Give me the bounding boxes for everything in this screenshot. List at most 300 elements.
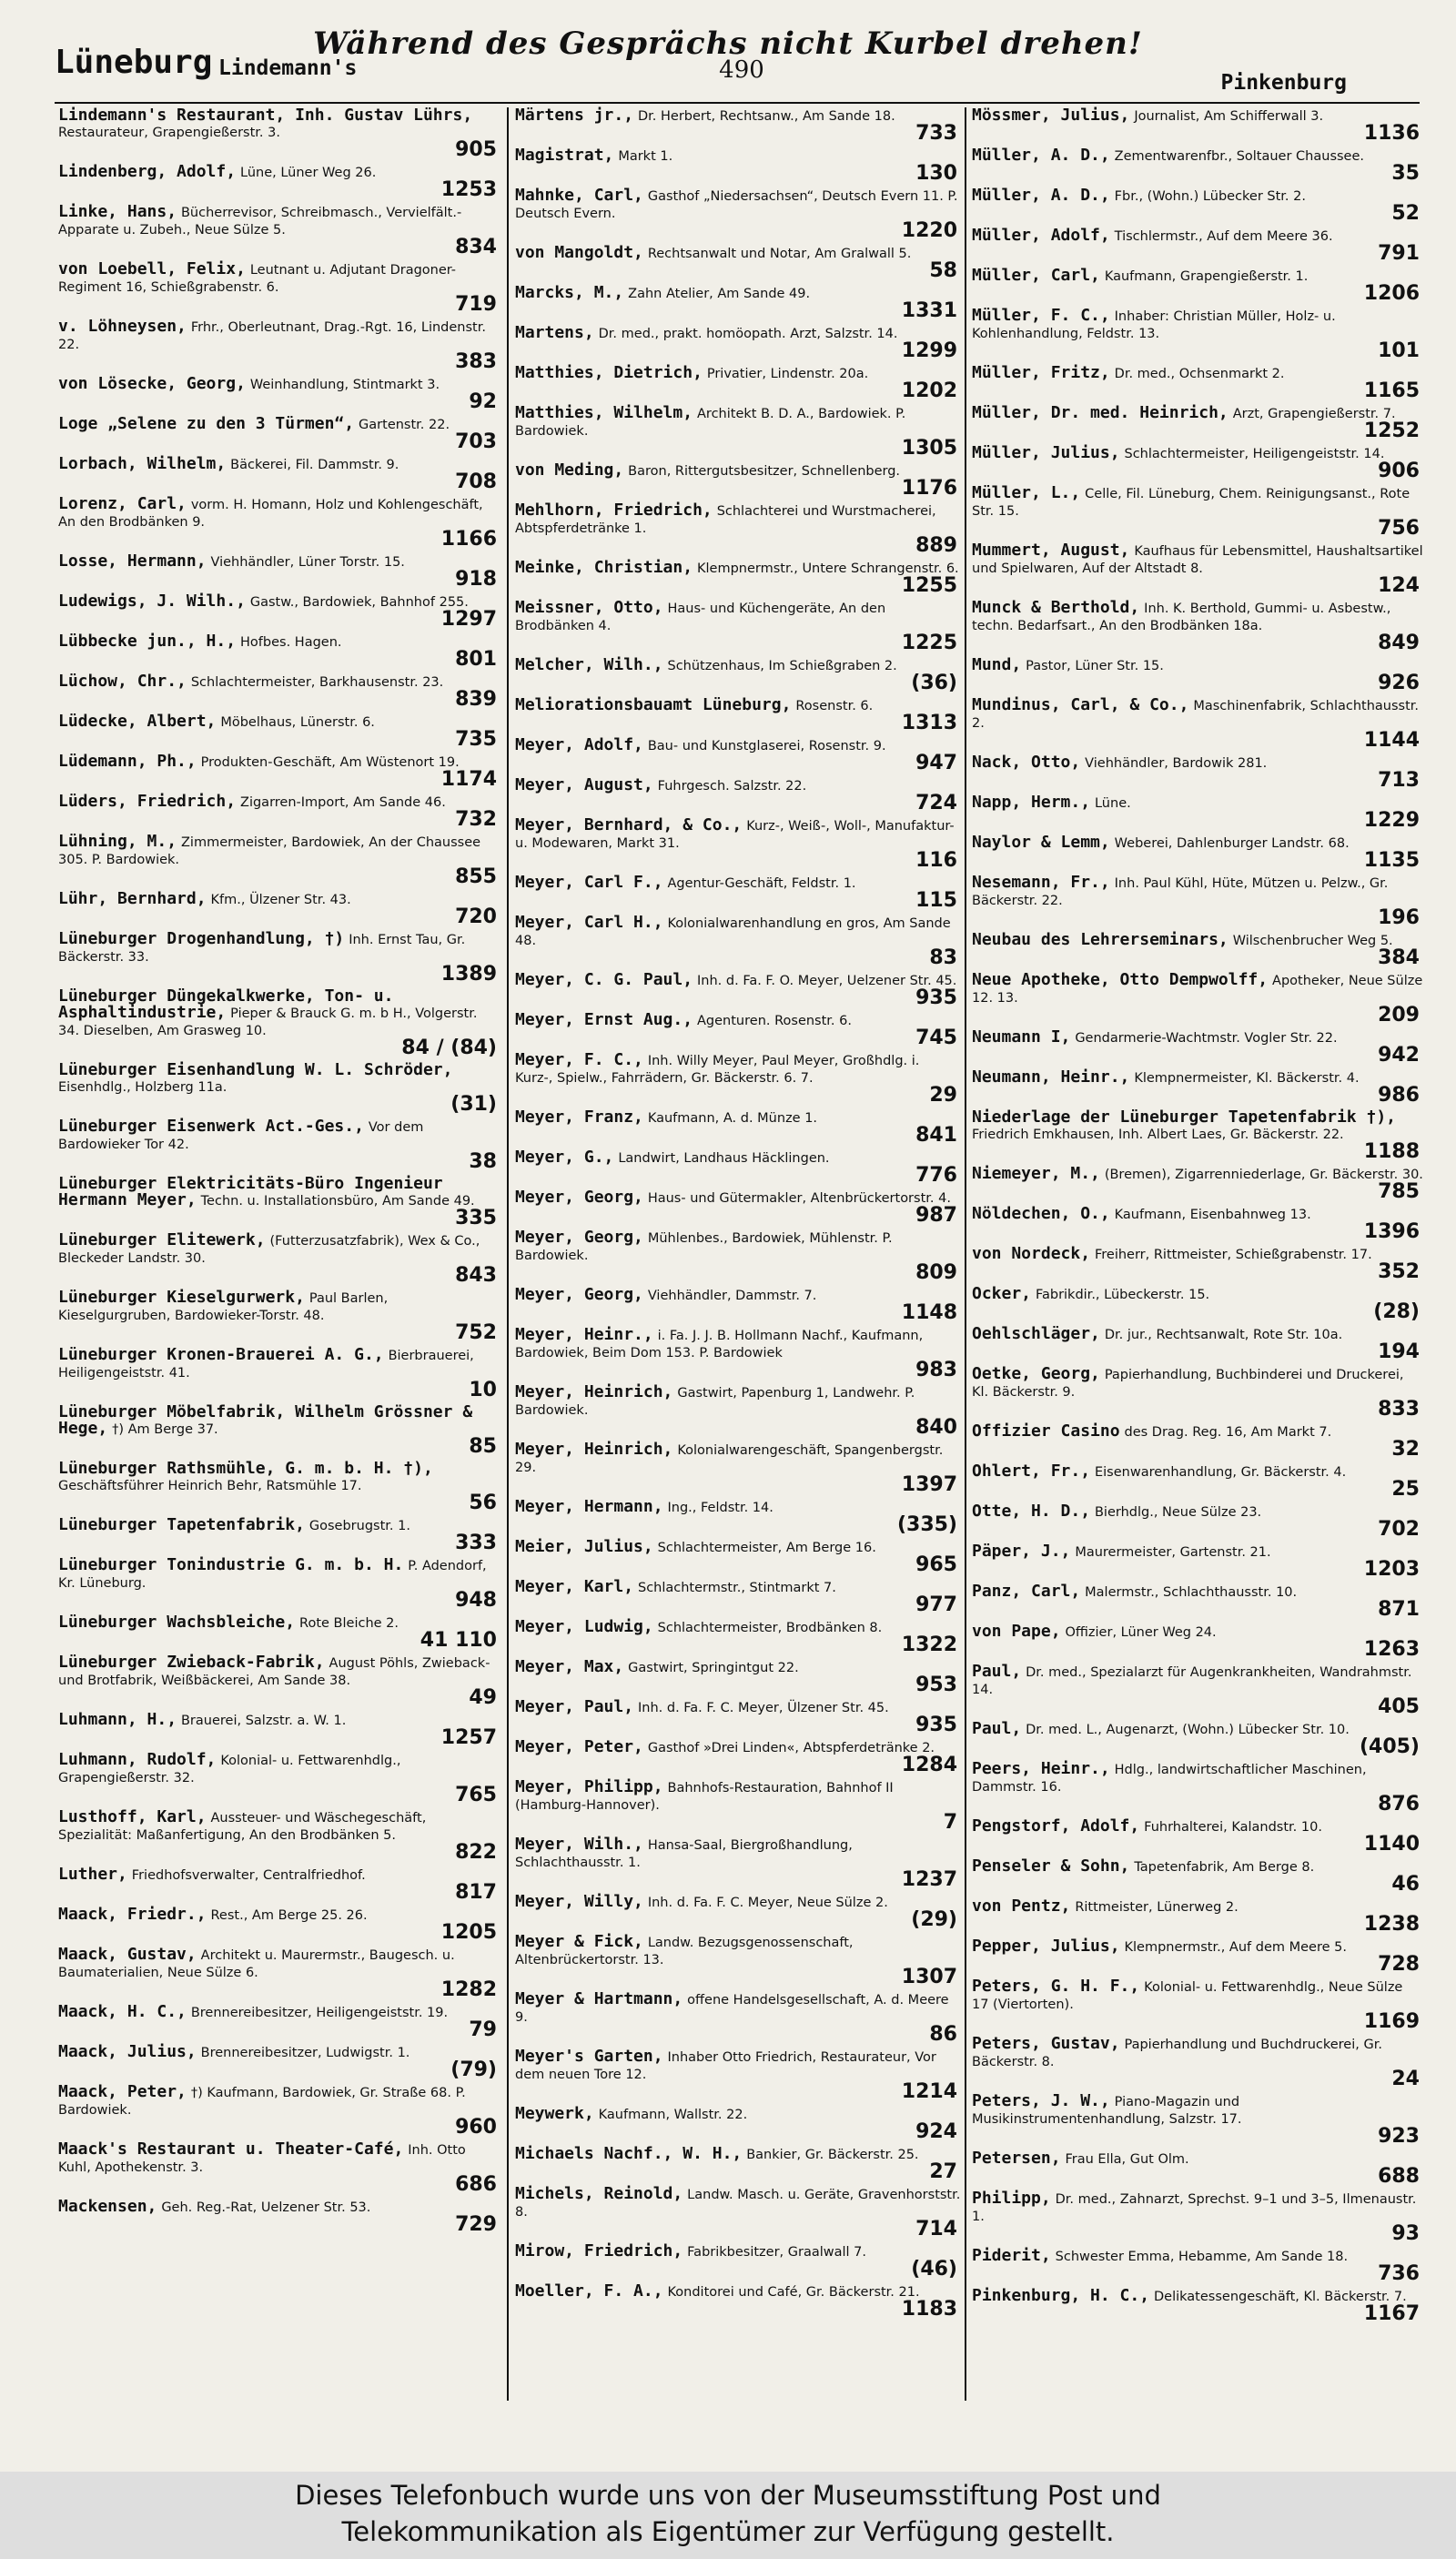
- entry-details: Zahn Atelier, Am Sande 49.: [628, 287, 811, 301]
- entry-details: Delikatessengeschäft, Kl. Bäckerstr. 7.: [1154, 2290, 1407, 2304]
- phone-number: 765: [455, 1784, 497, 1806]
- entry-details: Piano-Magazin und Musikinstrumentenhandlung, Salzstr. 17.: [972, 2095, 1242, 2127]
- directory-entry: [515, 875, 961, 912]
- phone-number: 1322: [901, 1634, 957, 1656]
- phone-number: 41 110: [420, 1629, 497, 1652]
- phone-number: 1202: [901, 379, 957, 402]
- directory-entry: [972, 2093, 1423, 2148]
- directory-entry: [972, 2150, 1423, 2188]
- entry-name: Lüneburger Eisenwerk Act.-Ges.,: [58, 1117, 364, 1136]
- phone-number: 29: [929, 1084, 957, 1107]
- phone-number: (46): [911, 2258, 957, 2281]
- entry-name: Neumann I,: [972, 1027, 1071, 1047]
- entry-name: Maack, Gustav,: [58, 1945, 197, 1964]
- range-start: Lindemann's: [218, 56, 358, 80]
- directory-entry: [58, 553, 500, 591]
- directory-entry: [58, 2084, 500, 2139]
- phone-number: 947: [915, 752, 957, 774]
- entry-name: Mummert, August,: [972, 541, 1130, 560]
- phone-number: 960: [455, 2116, 497, 2139]
- phone-number: 52: [1391, 202, 1420, 225]
- phone-number: (28): [1373, 1300, 1420, 1323]
- phone-number: 92: [469, 390, 497, 413]
- phone-number: 58: [929, 259, 957, 282]
- phone-number: 817: [455, 1881, 497, 1904]
- entry-name: Meissner, Otto,: [515, 598, 663, 617]
- phone-number: 1263: [1363, 1638, 1420, 1661]
- entry-details: Dr. jur., Rechtsanwalt, Rote Str. 10a.: [1104, 1328, 1343, 1342]
- phone-number: 918: [455, 568, 497, 591]
- entry-name: Lübbecke jun., H.,: [58, 632, 237, 651]
- entry-details: Friedhofsverwalter, Centralfriedhof.: [131, 1868, 366, 1883]
- entry-name: Lüneburger Eisenhandlung W. L. Schröder,: [58, 1060, 453, 1079]
- phone-number: 736: [1378, 2262, 1420, 2285]
- directory-entry: [972, 1583, 1423, 1621]
- entry-details: Friedrich Emkhausen, Inh. Albert Laes, Gr. Bäckerstr. 22.: [972, 1128, 1344, 1142]
- directory-entry: [972, 365, 1423, 402]
- phone-number: 86: [929, 2023, 957, 2046]
- entry-details: Haus- und Gütermakler, Altenbrückertorstr. 4.: [647, 1191, 951, 1206]
- entry-name: Offizier Casino: [972, 1421, 1120, 1441]
- entry-name: Meyer, Ludwig,: [515, 1617, 653, 1636]
- entry-details: August Pöhls, Zwieback- und Brotfabrik, Weißbäckerei, Am Sande 38.: [58, 1656, 490, 1688]
- phone-number: 1257: [440, 1726, 497, 1749]
- entry-name: Meyer, Georg,: [515, 1285, 643, 1304]
- entry-details: Schlachterei und Wurstmacherei, Abtspferdetränke 1.: [515, 504, 936, 536]
- phone-number: 703: [455, 430, 497, 453]
- directory-entry: [972, 1069, 1423, 1107]
- entry-name: Neubau des Lehrerseminars,: [972, 930, 1228, 949]
- phone-number: 1167: [1363, 2302, 1420, 2325]
- directory-entry: [972, 485, 1423, 540]
- entry-details: Lüne, Lüner Weg 26.: [240, 166, 377, 180]
- entry-details: Gosebrugstr. 1.: [308, 1519, 410, 1533]
- entry-name: Müller, Julius,: [972, 443, 1120, 462]
- entry-details: Kaufmann, Grapengießerstr. 1.: [1104, 269, 1309, 284]
- directory-entry: [972, 1029, 1423, 1067]
- phone-number: 1165: [1363, 379, 1420, 402]
- entry-details: Dr. med., Ochsenmarkt 2.: [1114, 367, 1285, 381]
- entry-name: Peters, J. W.,: [972, 2091, 1110, 2110]
- entry-details: Offizier, Lüner Weg 24.: [1065, 1625, 1217, 1640]
- entry-name: Meyer, G.,: [515, 1148, 614, 1167]
- entry-name: Lüchow, Chr.,: [58, 672, 187, 691]
- phone-number: 843: [455, 1264, 497, 1287]
- directory-entry: [515, 107, 961, 145]
- directory-entry: [515, 2283, 961, 2321]
- entry-name: Meyer, Peter,: [515, 1737, 643, 1756]
- entry-name: Marcks, M.,: [515, 283, 624, 302]
- entry-name: Meyer, Paul,: [515, 1697, 634, 1716]
- entry-details: des Drag. Reg. 16, Am Markt 7.: [1124, 1425, 1332, 1440]
- directory-entry: [972, 1109, 1423, 1163]
- directory-entry: [972, 1858, 1423, 1896]
- directory-entry: [515, 972, 961, 1009]
- entry-name: Philipp,: [972, 2189, 1051, 2208]
- entry-details: Fbr., (Wohn.) Lübecker Str. 2.: [1114, 189, 1306, 204]
- entry-details: Rote Bleiche 2.: [299, 1616, 399, 1631]
- entry-name: Maack, Peter,: [58, 2082, 187, 2101]
- directory-entry: [515, 600, 961, 654]
- entry-name: Lüneburger Rathsmühle, G. m. b. H. †),: [58, 1459, 433, 1478]
- entry-details: Bau- und Kunstglaserei, Rosenstr. 9.: [647, 739, 886, 754]
- entry-details: Inhaber Otto Friedrich, Restaurateur, Vor dem neuen Tore 12.: [515, 2050, 936, 2082]
- entry-name: Märtens jr.,: [515, 106, 634, 125]
- directory-entry: [58, 1907, 500, 1944]
- directory-entry: [58, 416, 500, 453]
- entry-name: Lüneburger Wachsbleiche,: [58, 1613, 296, 1632]
- entry-details: Kaufmann, Eisenbahnweg 13.: [1114, 1208, 1311, 1222]
- directory-entry: [58, 496, 500, 551]
- directory-column-2: [515, 107, 961, 2323]
- directory-entry: [972, 187, 1423, 225]
- phone-number: 776: [915, 1164, 957, 1187]
- directory-entry: [58, 204, 500, 258]
- entry-details: Zementwarenfbr., Soltauer Chaussee.: [1114, 149, 1365, 164]
- entry-name: Peters, G. H. F.,: [972, 1977, 1140, 1996]
- directory-entry: [515, 697, 961, 734]
- entry-name: Lüdemann, Ph.,: [58, 752, 197, 771]
- entry-name: Maack, H. C.,: [58, 2002, 187, 2021]
- phone-number: 732: [455, 808, 497, 831]
- entry-details: Inh. Paul Kühl, Hüte, Mützen u. Pelzw., Gr. Bäckerstr. 22.: [972, 876, 1389, 908]
- entry-details: Fuhrhalterei, Kalandstr. 10.: [1144, 1820, 1322, 1835]
- city-heading: Lüneburg: [55, 44, 213, 81]
- entry-name: Paul,: [972, 1719, 1022, 1738]
- directory-entry: [972, 1818, 1423, 1856]
- entry-details: Inh. Ernst Tau, Gr. Bäckerstr. 33.: [58, 933, 466, 965]
- entry-details: (Bremen), Zigarrenniederlage, Gr. Bäckerstr. 30.: [1104, 1168, 1423, 1182]
- phone-number: (79): [450, 2058, 497, 2081]
- entry-name: Lüneburger Zwieback-Fabrik,: [58, 1653, 325, 1672]
- directory-entry: [972, 1664, 1423, 1718]
- entry-name: Niederlage der Lüneburger Tapetenfabrik †),: [972, 1108, 1396, 1127]
- directory-entry: [58, 164, 500, 201]
- directory-column-3: [972, 107, 1423, 2328]
- entry-details: Kolonialwarenhandlung en gros, Am Sande 48.: [515, 916, 951, 948]
- entry-details: Schlachtermeister, Heiligengeiststr. 14.: [1124, 447, 1385, 461]
- entry-details: Kaufmann, Wallstr. 22.: [598, 2108, 748, 2122]
- entry-name: Meyer, Heinrich,: [515, 1440, 673, 1459]
- entry-name: Ohlert, Fr.,: [972, 1462, 1091, 1481]
- directory-entry: [972, 1721, 1423, 1758]
- entry-details: Haus- und Küchengeräte, An den Brodbänken 4.: [515, 602, 886, 633]
- directory-entry: [972, 2248, 1423, 2285]
- entry-name: Oetke, Georg,: [972, 1364, 1100, 1383]
- entry-details: Aussteuer- und Wäschegeschäft, Spezialität: Maßanfertigung, An den Brodbänken 5.: [58, 1811, 427, 1843]
- entry-name: Michels, Reinold,: [515, 2184, 683, 2203]
- phone-number: 953: [915, 1674, 957, 1696]
- entry-name: Meyer & Hartmann,: [515, 1989, 683, 2008]
- phone-number: 855: [455, 865, 497, 888]
- entry-details: Pieper & Brauck G. m. b H., Volgerstr. 34. Dieselben, Am Grasweg 10.: [58, 1006, 478, 1038]
- phone-number: 1307: [901, 1966, 957, 1988]
- directory-entry: [515, 1991, 961, 2046]
- phone-number: 1396: [1363, 1220, 1420, 1243]
- directory-entry: [515, 325, 961, 362]
- phone-number: 352: [1378, 1260, 1420, 1283]
- phone-number: 756: [1378, 517, 1420, 540]
- directory-entry: [58, 1712, 500, 1749]
- directory-entry: [972, 107, 1423, 145]
- directory-entry: [58, 673, 500, 711]
- entry-details: Freiherr, Rittmeister, Schießgrabenstr. 17.: [1094, 1248, 1372, 1262]
- entry-name: Mundinus, Carl, & Co.,: [972, 695, 1189, 714]
- entry-details: Schützenhaus, Im Schießgraben 2.: [667, 659, 897, 673]
- directory-entry: [58, 1290, 500, 1344]
- entry-details: Inh. Otto Kuhl, Apothekenstr. 3.: [58, 2143, 466, 2175]
- entry-details: Schwester Emma, Hebamme, Am Sande 18.: [1055, 2250, 1349, 2264]
- entry-details: Inh. d. Fa. F. C. Meyer, Ülzener Str. 45.: [637, 1701, 889, 1715]
- entry-name: Lorbach, Wilhelm,: [58, 454, 227, 473]
- phone-number: 1220: [901, 219, 957, 242]
- directory-entry: [58, 107, 500, 161]
- entry-name: Moeller, F. A.,: [515, 2281, 663, 2301]
- entry-name: Lindenberg, Adolf,: [58, 162, 237, 181]
- entry-name: Meyer, Franz,: [515, 1108, 643, 1127]
- directory-entry: [515, 245, 961, 282]
- entry-name: Mirow, Friedrich,: [515, 2241, 683, 2261]
- phone-number: 822: [455, 1841, 497, 1864]
- entry-name: Müller, F. C.,: [972, 306, 1110, 325]
- entry-name: Peters, Gustav,: [972, 2034, 1120, 2053]
- directory-entry: [58, 931, 500, 986]
- entry-name: Oehlschläger,: [972, 1324, 1100, 1343]
- entry-details: P. Adendorf, Kr. Lüneburg.: [58, 1559, 487, 1591]
- phone-number: 93: [1391, 2222, 1420, 2245]
- entry-details: Apotheker, Neue Sülze 12. 13.: [972, 974, 1423, 1006]
- entry-name: Luhmann, Rudolf,: [58, 1750, 217, 1769]
- entry-name: Meinke, Christian,: [515, 558, 693, 577]
- directory-entry: [58, 319, 500, 373]
- phone-number: 729: [455, 2213, 497, 2236]
- entry-details: Klempnermstr., Untere Schrangenstr. 6.: [697, 561, 959, 576]
- entry-name: Matthies, Wilhelm,: [515, 403, 693, 422]
- entry-name: Peers, Heinr.,: [972, 1759, 1110, 1778]
- phone-number: 209: [1378, 1004, 1420, 1027]
- entry-details: Arzt, Grapengießerstr. 7.: [1232, 407, 1396, 421]
- entry-name: Lüders, Friedrich,: [58, 792, 237, 811]
- entry-details: Kurz-, Weiß-, Woll-, Manufaktur- u. Modewaren, Markt 31.: [515, 819, 955, 851]
- directory-entry: [515, 817, 961, 872]
- directory-entry: [515, 285, 961, 322]
- entry-name: Lusthoff, Karl,: [58, 1807, 207, 1826]
- phone-number: 1203: [1363, 1558, 1420, 1581]
- phone-number: 35: [1391, 162, 1420, 185]
- entry-name: Munck & Berthold,: [972, 598, 1140, 617]
- phone-number: 1214: [901, 2080, 957, 2103]
- entry-name: Müller, Fritz,: [972, 363, 1110, 382]
- directory-entry: [515, 2186, 961, 2240]
- phone-number: 384: [1378, 946, 1420, 969]
- directory-entry: [58, 1947, 500, 2001]
- entry-name: Ludewigs, J. Wilh.,: [58, 592, 246, 611]
- directory-entry: [515, 1499, 961, 1536]
- entry-details: Hansa-Saal, Biergroßhandlung, Schlachthausstr. 1.: [515, 1838, 853, 1870]
- directory-entry: [515, 1659, 961, 1696]
- phone-number: 719: [455, 293, 497, 316]
- entry-name: Müller, A. D.,: [972, 186, 1110, 205]
- entry-details: Landw. Bezugsgenossenschaft, Altenbrückertorstr. 13.: [515, 1936, 854, 1967]
- entry-name: von Loebell, Felix,: [58, 259, 246, 278]
- phone-number: 1229: [1363, 809, 1420, 832]
- entry-name: von Pape,: [972, 1622, 1061, 1641]
- entry-name: Luther,: [58, 1865, 127, 1884]
- footer-line-1: Dieses Telefonbuch wurde uns von der Museumsstiftung Post und: [295, 2480, 1161, 2511]
- phone-number: 56: [469, 1492, 497, 1514]
- phone-number: 708: [455, 470, 497, 493]
- entry-details: Viehhändler, Bardowik 281.: [1085, 756, 1268, 771]
- entry-name: von Pentz,: [972, 1896, 1071, 1916]
- entry-name: Meyer, Georg,: [515, 1228, 643, 1247]
- phone-number: 79: [469, 2018, 497, 2041]
- entry-name: Nack, Otto,: [972, 753, 1081, 772]
- entry-name: von Lösecke, Georg,: [58, 374, 246, 393]
- entry-name: Otte, H. D.,: [972, 1502, 1091, 1521]
- entry-name: Meyer, F. C.,: [515, 1050, 643, 1069]
- entry-details: Maschinenfabrik, Schlachthausstr. 2.: [972, 699, 1420, 731]
- entry-details: Rechtsanwalt und Notar, Am Gralwall 5.: [647, 247, 912, 261]
- directory-entry: [58, 1347, 500, 1401]
- entry-details: offene Handelsgesellschaft, A. d. Meere 9.: [515, 1993, 949, 2025]
- phone-number: 24: [1391, 2068, 1420, 2090]
- phone-number: 702: [1378, 1518, 1420, 1541]
- directory-entry: [515, 1287, 961, 1324]
- entry-name: Meyer, Wilh.,: [515, 1835, 643, 1854]
- entry-details: Inh. K. Berthold, Gummi- u. Asbestw., techn. Bedarfsart., An den Brodbänken 18a.: [972, 602, 1391, 633]
- entry-name: Müller, A. D.,: [972, 146, 1110, 165]
- directory-entry: [972, 834, 1423, 872]
- entry-details: Vor dem Bardowieker Tor 42.: [58, 1120, 424, 1152]
- entry-details: Fuhrgesch. Salzstr. 22.: [657, 779, 807, 794]
- directory-entry: [515, 1539, 961, 1576]
- phone-number: 10: [469, 1379, 497, 1401]
- phone-number: 801: [455, 648, 497, 671]
- entry-name: Lüneburger Tapetenfabrik,: [58, 1515, 305, 1534]
- phone-number: 839: [455, 688, 497, 711]
- directory-entry: [972, 1206, 1423, 1243]
- entry-details: Brauerei, Salzstr. a. W. 1.: [180, 1714, 347, 1728]
- entry-details: Techn. u. Installationsbüro, Am Sande 49.: [200, 1194, 475, 1209]
- directory-entry: [972, 1978, 1423, 2033]
- footer-note: [0, 2472, 1456, 2559]
- directory-entry: [58, 1461, 500, 1514]
- entry-name: Müller, Dr. med. Heinrich,: [972, 403, 1228, 422]
- directory-entry: [515, 187, 961, 242]
- directory-column-1: [58, 107, 500, 2239]
- entry-details: Paul Barlen, Kieselgurgruben, Bardowieker-Torstr. 48.: [58, 1291, 389, 1323]
- directory-entry: [58, 2004, 500, 2041]
- entry-name: Meyer, Willy,: [515, 1892, 643, 1911]
- entry-name: Meyer, Philipp,: [515, 1777, 663, 1796]
- entry-name: Piderit,: [972, 2246, 1051, 2265]
- entry-name: Lühning, M.,: [58, 832, 177, 851]
- phone-number: 46: [1391, 1873, 1420, 1896]
- entry-name: Linke, Hans,: [58, 202, 177, 221]
- directory-entry: [58, 1557, 500, 1612]
- directory-entry: [515, 1012, 961, 1049]
- entry-name: Penseler & Sohn,: [972, 1856, 1130, 1876]
- entry-name: Meyer, Heinr.,: [515, 1325, 653, 1344]
- entry-details: Fabrikbesitzer, Graalwall 7.: [687, 2245, 867, 2260]
- entry-details: Ing., Feldstr. 14.: [667, 1501, 774, 1515]
- entry-name: Meyer, Ernst Aug.,: [515, 1010, 693, 1029]
- phone-number: 688: [1378, 2165, 1420, 2188]
- phone-number: 906: [1378, 460, 1420, 482]
- entry-details: Restaurateur, Grapengießerstr. 3.: [58, 126, 280, 140]
- entry-details: Bierhdlg., Neue Sülze 23.: [1094, 1505, 1262, 1520]
- entry-name: von Meding,: [515, 460, 624, 480]
- entry-name: Lorenz, Carl,: [58, 494, 187, 513]
- entry-details: Viehhändler, Lüner Torstr. 15.: [210, 555, 405, 570]
- phone-number: 1136: [1363, 122, 1420, 145]
- phone-number: 1183: [901, 2298, 957, 2321]
- phone-number: (335): [896, 1513, 957, 1536]
- phone-number: (31): [450, 1093, 497, 1116]
- entry-name: Lüneburger Düngekalkwerke, Ton- u. Asphaltindustrie,: [58, 986, 394, 1022]
- phone-number: 841: [915, 1124, 957, 1147]
- directory-entry: [58, 2141, 500, 2196]
- phone-number: 335: [455, 1207, 497, 1229]
- entry-name: Lüneburger Möbelfabrik, Wilhelm Grössner & Hege,: [58, 1402, 473, 1438]
- directory-entry: [515, 405, 961, 460]
- entry-details: Landwirt, Landhaus Häcklingen.: [618, 1151, 830, 1166]
- directory-entry: [515, 2146, 961, 2183]
- phone-number: 905: [455, 138, 497, 161]
- phone-number: 965: [915, 1553, 957, 1576]
- directory-entry: [58, 794, 500, 831]
- entry-details: Papierhandlung, Buchbinderei und Druckerei, Kl. Bäckerstr. 9.: [972, 1368, 1404, 1400]
- entry-name: Lüneburger Elitewerk,: [58, 1230, 266, 1249]
- directory-entry: [58, 456, 500, 493]
- entry-details: Inh. d. Fa. F. C. Meyer, Neue Sülze 2.: [647, 1896, 888, 1910]
- entry-details: Hofbes. Hagen.: [240, 635, 342, 650]
- range-end: Pinkenburg: [1220, 71, 1347, 95]
- phone-number: 889: [915, 534, 957, 557]
- entry-details: Brennereibesitzer, Ludwigstr. 1.: [200, 2046, 410, 2060]
- phone-number: 1148: [901, 1301, 957, 1324]
- entry-name: Magistrat,: [515, 146, 614, 165]
- entry-name: Mahnke, Carl,: [515, 186, 643, 205]
- entry-name: Meywerk,: [515, 2104, 594, 2123]
- entry-name: Ocker,: [972, 1284, 1032, 1303]
- entry-name: v. Löhneysen,: [58, 317, 187, 336]
- entry-name: Päper, J.,: [972, 1542, 1071, 1561]
- footer-line-2: Telekommunikation als Eigentümer zur Verfügung gestellt.: [341, 2516, 1115, 2547]
- phone-number: 1284: [901, 1754, 957, 1776]
- entry-details: Agenturen. Rosenstr. 6.: [697, 1014, 852, 1028]
- phone-number: 849: [1378, 632, 1420, 654]
- entry-details: Dr. Herbert, Rechtsanw., Am Sande 18.: [637, 109, 895, 124]
- entry-details: Celle, Fil. Lüneburg, Chem. Reinigungsanst., Rote Str. 15.: [972, 487, 1410, 519]
- entry-details: Kfm., Ülzener Str. 43.: [210, 893, 351, 907]
- directory-entry: [515, 1894, 961, 1931]
- phone-number: 720: [455, 905, 497, 928]
- directory-entry: [58, 633, 500, 671]
- entry-name: Petersen,: [972, 2149, 1061, 2168]
- phone-number: 809: [915, 1261, 957, 1284]
- phone-number: 735: [455, 728, 497, 751]
- entry-details: Gartenstr. 22.: [359, 418, 450, 432]
- entry-name: Loge „Selene zu den 3 Türmen“,: [58, 414, 355, 433]
- entry-name: Melcher, Wilh.,: [515, 655, 663, 674]
- entry-name: Maack, Julius,: [58, 2042, 197, 2061]
- directory-entry: [58, 1176, 500, 1229]
- entry-details: Inh. Willy Meyer, Paul Meyer, Großhdlg. i. Kurz-, Spielw., Fahrrädern, Gr. Bäckerstr. 6. 7.: [515, 1054, 920, 1086]
- entry-details: Gastw., Bardowiek, Bahnhof 255.: [249, 595, 469, 610]
- entry-details: Bierbrauerei, Heiligengeiststr. 41.: [58, 1349, 474, 1381]
- phone-number: 1253: [440, 178, 497, 201]
